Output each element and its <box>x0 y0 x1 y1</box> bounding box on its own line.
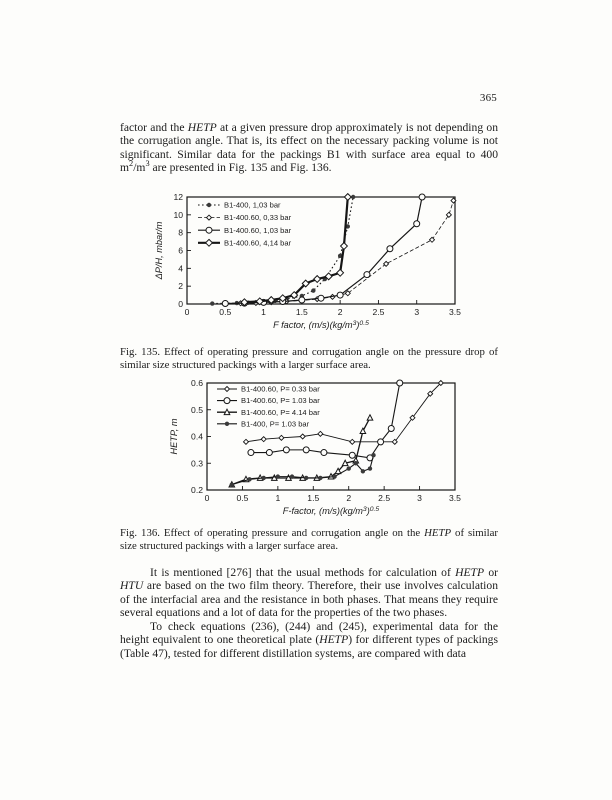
filled-circle-marker <box>210 301 214 305</box>
open-circle-marker <box>222 300 228 306</box>
legend-label: B1-400.60, P= 0.33 bar <box>241 384 320 394</box>
paragraph-check-equations <box>120 620 498 660</box>
x-tick-label: 3 <box>414 307 420 317</box>
open-circle-marker <box>266 450 272 456</box>
open-triangle-marker <box>367 415 373 420</box>
open-circle-marker <box>337 292 343 298</box>
open-diamond-marker <box>318 431 323 436</box>
filled-circle-marker <box>225 422 229 426</box>
y-tick-label: 0.2 <box>191 485 203 495</box>
open-diamond-marker <box>300 434 305 439</box>
x-tick-label: 2.5 <box>372 307 385 317</box>
figure-136-hetp-chart <box>165 376 475 528</box>
open-circle-marker <box>387 246 393 252</box>
legend-label: B1-400.60, P= 4.14 bar <box>241 407 320 417</box>
filled-circle-marker <box>354 461 358 465</box>
legend-label: B1-400.60, 1,03 bar <box>224 225 292 235</box>
filled-circle-marker <box>276 474 280 478</box>
open-diamond-marker <box>446 212 451 217</box>
filled-circle-marker <box>311 288 315 292</box>
open-diamond-marker <box>279 435 284 440</box>
text-run: HETP <box>319 633 349 647</box>
y-tick-label: 0 <box>178 299 183 309</box>
open-diamond-marker <box>243 439 248 444</box>
y-axis-label: ΔP/H, mbar/m <box>154 221 164 280</box>
text-run: at a given pressure drop approximately is not depending on the corrugation angle. That is, its effect on the necessary packing volume is not significant. Similar data for the packings B1 with surface area equal to 400 m <box>120 121 498 175</box>
text-run: HETP <box>187 121 217 134</box>
text-run: /m <box>133 161 146 175</box>
filled-circle-marker <box>332 474 336 478</box>
text-run: 2 <box>129 159 134 169</box>
open-circle-marker <box>349 452 355 458</box>
open-circle-marker <box>419 194 425 200</box>
y-tick-label: 6 <box>178 245 183 256</box>
text-run: To check equations (236), (244) and (245), experimental data for the height equivalent to one theoretical plate ( <box>120 620 498 647</box>
text-run: or <box>484 566 498 579</box>
text-run: HTU <box>120 579 144 593</box>
open-diamond-marker <box>207 215 212 220</box>
y-tick-label: 12 <box>173 192 183 202</box>
open-circle-marker <box>364 272 370 278</box>
open-circle-marker <box>224 398 230 404</box>
open-circle-marker <box>299 297 305 303</box>
text-run: are based on the two film theory. Therefore, their use involves calculation of the interfacial area and the resistance in both phases. That means they require several equations and a lot of data for the properties of the two phases. <box>120 579 498 620</box>
y-tick-label: 4 <box>178 263 183 274</box>
legend-label: B1-400.60, 4,14 bar <box>224 238 292 248</box>
filled-circle-marker <box>207 203 211 207</box>
text-run: 3 <box>145 159 150 169</box>
text-run: HETP <box>455 566 485 579</box>
filled-circle-marker <box>290 474 294 478</box>
filled-circle-marker <box>368 466 372 470</box>
open-diamond-marker <box>206 239 213 246</box>
open-triangle-marker <box>360 428 366 433</box>
open-circle-marker <box>388 425 394 431</box>
legend-label: B1-400, P= 1.03 bar <box>241 419 310 429</box>
open-circle-marker <box>414 221 420 227</box>
x-tick-label: 0.5 <box>236 493 249 503</box>
open-diamond-marker <box>225 387 230 392</box>
text-run: HETP <box>424 527 452 539</box>
y-tick-label: 0.6 <box>191 378 203 388</box>
open-circle-marker <box>378 439 384 445</box>
x-tick-label: 1.5 <box>307 493 320 503</box>
y-tick-label: 0.4 <box>191 431 203 442</box>
figure-135-caption <box>120 346 498 371</box>
x-tick-label: 2.5 <box>378 493 391 503</box>
filled-circle-marker <box>318 476 322 480</box>
figure-135-pressure-drop-chart <box>150 188 470 338</box>
open-circle-marker <box>283 447 289 453</box>
open-circle-marker <box>206 227 212 233</box>
x-tick-label: 3 <box>417 493 422 503</box>
y-tick-label: 2 <box>178 281 183 292</box>
legend-label: B1-400.60, P= 1.03 bar <box>241 396 320 406</box>
x-tick-label: 1 <box>261 307 266 317</box>
y-tick-label: 0.3 <box>191 458 203 469</box>
open-circle-marker <box>303 447 309 453</box>
open-circle-marker <box>321 450 327 456</box>
legend-label: B1-400, 1,03 bar <box>224 200 281 210</box>
open-diamond-marker <box>314 276 321 283</box>
filled-circle-marker <box>247 477 251 481</box>
open-triangle-marker <box>342 460 348 465</box>
filled-circle-marker <box>347 466 351 470</box>
filled-circle-marker <box>230 482 234 486</box>
open-circle-marker <box>318 295 324 301</box>
y-tick-label: 0.5 <box>191 404 203 415</box>
x-tick-label: 1.5 <box>295 307 308 317</box>
text-run: Fig. 136. Effect of operating pressure and corrugation angle on the <box>120 527 425 539</box>
filled-circle-marker <box>261 476 265 480</box>
open-diamond-marker <box>344 194 351 201</box>
open-diamond-marker <box>430 237 435 242</box>
x-tick-label: 3.5 <box>449 307 461 317</box>
x-tick-label: 0 <box>184 307 190 317</box>
y-tick-label: 8 <box>178 227 183 238</box>
text-run: of similar size structured packings with a larger surface area. <box>120 527 498 552</box>
open-circle-marker <box>397 380 403 386</box>
paragraph-methods <box>120 566 498 620</box>
open-circle-marker <box>248 450 254 456</box>
paragraph-intro <box>120 121 498 175</box>
x-tick-label: 0.5 <box>219 307 232 317</box>
x-tick-label: 3.5 <box>449 493 461 503</box>
open-diamond-marker <box>337 269 344 276</box>
open-triangle-marker <box>224 409 230 414</box>
filled-circle-marker <box>304 476 308 480</box>
x-tick-label: 1 <box>275 493 281 503</box>
legend-label: B1-400.60, 0,33 bar <box>224 213 292 223</box>
text-run: factor and the <box>120 121 188 134</box>
x-axis-label: F factor, $(m/s)(kg/m^3)^{0.5}$ <box>273 320 369 330</box>
x-axis-label: F-factor, $(m/s)(kg/m^3)^{0.5}$ <box>282 506 380 516</box>
filled-circle-marker <box>371 453 375 457</box>
text-run: Fig. 135. Effect of operating pressure and corrugation angle on the pressure drop of similar size structured packings with a larger surface area. <box>120 346 498 371</box>
text-run: ) for different types of packings (Table 47), tested for different distillation systems, are compared with data <box>120 633 498 660</box>
page-number: 365 <box>479 92 497 104</box>
open-diamond-marker <box>261 437 266 442</box>
x-tick-label: 2 <box>346 493 352 503</box>
y-tick-label: 10 <box>173 209 183 220</box>
text-run: It is mentioned [276] that the usual methods for calculation of <box>150 566 456 579</box>
filled-circle-marker <box>361 469 365 473</box>
open-diamond-marker <box>341 243 348 250</box>
y-axis-label: HETP, m <box>169 418 179 455</box>
text-run: are presented in Fig. 135 and Fig. 136. <box>149 161 332 175</box>
x-tick-label: 2 <box>337 307 343 317</box>
figure-136-caption <box>120 527 498 552</box>
x-tick-label: 0 <box>204 493 210 503</box>
open-diamond-marker <box>350 439 355 444</box>
